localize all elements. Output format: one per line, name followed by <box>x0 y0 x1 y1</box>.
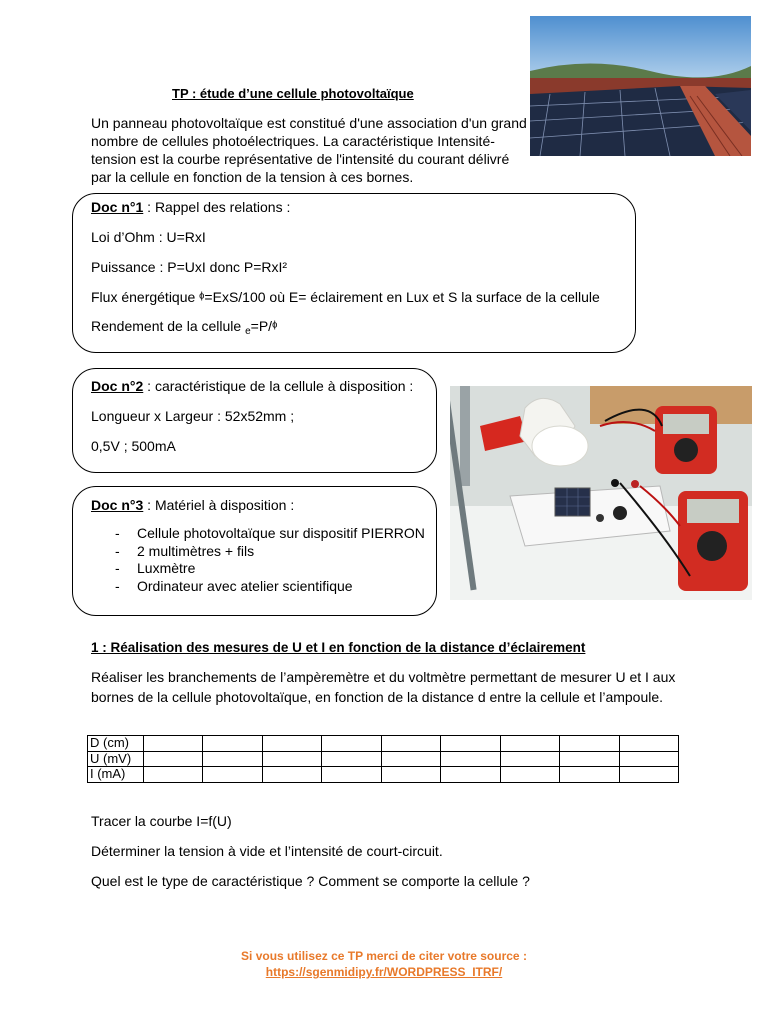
list-item: - Luxmètre <box>115 560 196 576</box>
table-cell[interactable] <box>203 736 262 752</box>
doc2-box <box>72 368 437 473</box>
table-cell[interactable] <box>441 751 500 767</box>
table-cell[interactable] <box>560 736 619 752</box>
table-cell[interactable] <box>441 736 500 752</box>
question-3: Quel est le type de caractéristique ? Comment se comporte la cellule ? <box>91 873 530 889</box>
question-2: Déterminer la tension à vide et l’intensité de court-circuit. <box>91 843 443 859</box>
footer-citation <box>0 948 768 980</box>
table-cell[interactable] <box>619 736 679 752</box>
equipment-list <box>115 525 425 595</box>
question-1: Tracer la courbe I=f(U) <box>91 813 232 829</box>
table-cell[interactable] <box>441 767 500 783</box>
table-row <box>88 751 679 767</box>
efficiency-sub: e <box>245 326 251 337</box>
table-cell[interactable] <box>262 767 321 783</box>
row-header-voltage: U (mV) <box>88 751 144 767</box>
page-title: TP : étude d’une cellule photovoltaïque <box>172 86 414 101</box>
list-item-text: Ordinateur avec atelier scientifique <box>137 577 353 594</box>
table-row <box>88 736 679 752</box>
table-cell[interactable] <box>381 736 440 752</box>
efficiency-suffix: =P/ᶲ <box>250 318 278 334</box>
doc1-label: Doc n°1 <box>91 199 144 215</box>
doc3-label: Doc n°3 <box>91 497 144 513</box>
doc3-heading <box>91 497 294 513</box>
cell-dimensions: Longueur x Largeur : 52x52mm ; <box>91 408 295 424</box>
table-cell[interactable] <box>500 751 559 767</box>
list-item-text: Cellule photovoltaïque sur dispositif PIERRON <box>137 525 425 541</box>
measurement-table <box>87 735 679 783</box>
ohm-law: Loi d’Ohm : U=RxI <box>91 229 206 245</box>
flux-formula: Flux énergétique ᶲ=ExS/100 où E= éclairement en Lux et S la surface de la cellule <box>91 289 600 305</box>
doc3-heading-text: : Matériel à disposition : <box>143 497 295 513</box>
footer-link[interactable]: https://sgenmidipy.fr/WORDPRESS_ITRF/ <box>265 965 503 979</box>
list-item-text: 2 multimètres + fils <box>137 542 255 559</box>
list-item: - Ordinateur avec atelier scientifique <box>115 577 353 594</box>
table-cell[interactable] <box>144 751 203 767</box>
table-cell[interactable] <box>500 736 559 752</box>
table-cell[interactable] <box>381 767 440 783</box>
footer-line-1: Si vous utilisez ce TP merci de citer votre source : <box>241 949 527 963</box>
efficiency-formula <box>91 318 277 337</box>
table-cell[interactable] <box>262 751 321 767</box>
row-header-distance: D (cm) <box>88 736 144 752</box>
doc1-box <box>72 193 636 353</box>
list-item-text: Luxmètre <box>137 560 196 576</box>
doc2-heading-text: : caractéristique de la cellule à disposition : <box>143 378 414 394</box>
table-cell[interactable] <box>619 767 679 783</box>
doc2-heading <box>91 378 413 394</box>
intro-paragraph: Un panneau photovoltaïque est constitué d'une association d'un grand nombre de cellules photoélectriques. La caractéristique Intensité-tension est la courbe représentative de l'intensité du courant délivré par la cellule en fonction de la tension à ces bornes. <box>91 115 527 185</box>
list-item: - Cellule photovoltaïque sur dispositif PIERRON <box>115 525 425 541</box>
lab-setup-photo <box>450 386 752 600</box>
table-cell[interactable] <box>560 767 619 783</box>
power-formula: Puissance : P=UxI donc P=RxI² <box>91 259 288 275</box>
table-row <box>88 767 679 783</box>
efficiency-prefix: Rendement de la cellule <box>91 318 246 334</box>
doc1-heading-text: : Rappel des relations : <box>143 199 291 215</box>
cell-specs: 0,5V ; 500mA <box>91 438 176 454</box>
instructions-paragraph: Réaliser les branchements de l’ampèremètre et du voltmètre permettant de mesurer U et I aux bornes de la cellule photovoltaïque, en fonction de la distance d entre la cellule et l’ampoule. <box>91 669 676 705</box>
doc1-heading <box>91 199 290 215</box>
table-cell[interactable] <box>560 751 619 767</box>
solar-panels-photo <box>530 16 751 156</box>
section-heading: 1 : Réalisation des mesures de U et I en fonction de la distance d’éclairement <box>91 640 586 655</box>
table-cell[interactable] <box>381 751 440 767</box>
table-cell[interactable] <box>619 751 679 767</box>
table-cell[interactable] <box>203 767 262 783</box>
table-cell[interactable] <box>322 751 381 767</box>
table-cell[interactable] <box>500 767 559 783</box>
doc2-label: Doc n°2 <box>91 378 144 394</box>
table-cell[interactable] <box>144 767 203 783</box>
table-cell[interactable] <box>203 751 262 767</box>
table-cell[interactable] <box>322 736 381 752</box>
doc3-box <box>72 486 437 616</box>
table-cell[interactable] <box>322 767 381 783</box>
table-cell[interactable] <box>262 736 321 752</box>
table-cell[interactable] <box>144 736 203 752</box>
list-item: - 2 multimètres + fils <box>115 542 255 559</box>
row-header-current: I (mA) <box>88 767 144 783</box>
